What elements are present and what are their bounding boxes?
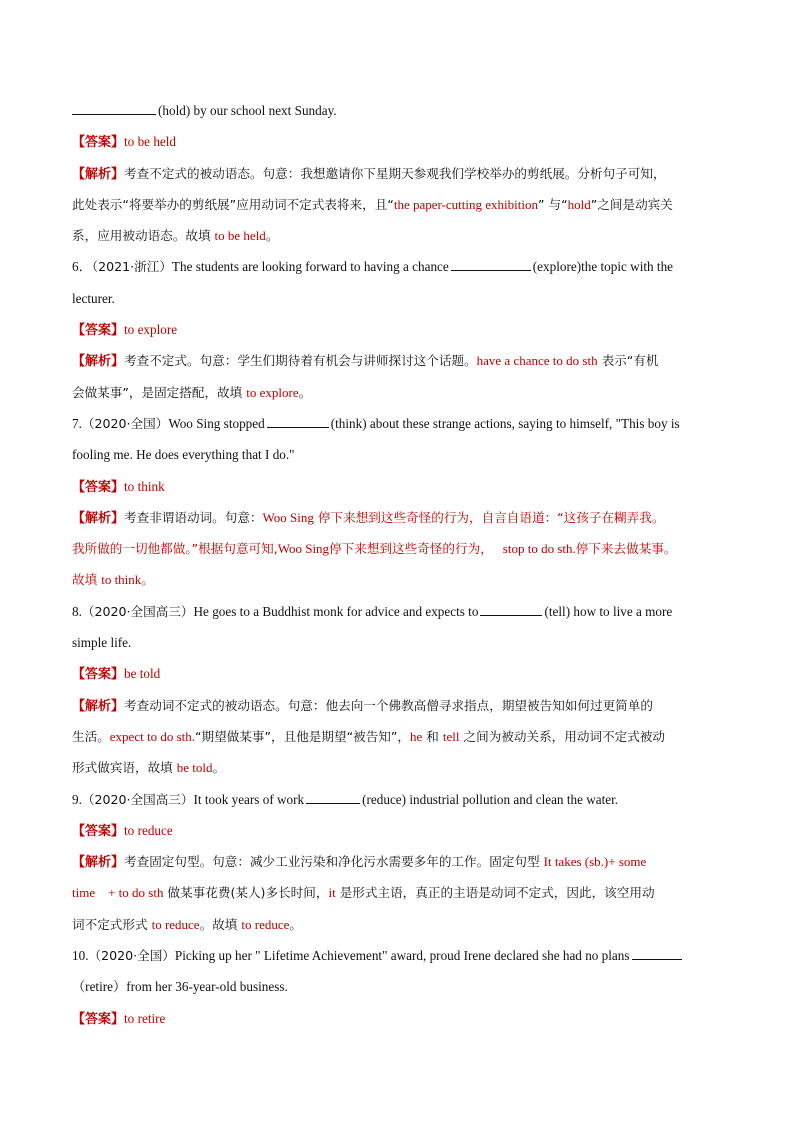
question-5-answer [72,126,727,157]
analysis-text: 之间为被动关系，用动词不定式被动 [459,728,666,744]
analysis-label: 【解析】 [72,855,125,871]
analysis-text: 停下来想到这些奇怪的行为， [329,541,493,557]
analysis-text: 此处表示“将要举办的剪纸展”应用动词不定式表将来，且“ [72,196,394,212]
analysis-text: 表示“有机 [597,353,659,369]
answer-label: 【答案】 [72,323,125,339]
question-5-analysis-line-1 [72,158,727,189]
question-8-analysis-line-3 [72,752,727,783]
analysis-text: to reduce [151,916,200,932]
analysis-text: to reduce [241,916,290,932]
question-text: simple life. [72,635,132,651]
question-9-answer [72,815,727,846]
analysis-text: have a chance to do sth [476,353,598,369]
question-text: The students are looking forward to having a chance [171,259,449,275]
question-10-answer [72,1003,727,1034]
question-number: 8. [72,603,82,619]
answer-text: to retire [124,1010,166,1026]
answer-label: 【答案】 [72,823,125,839]
question-9-analysis-line-2 [72,877,727,908]
analysis-label: 【解析】 [72,354,125,370]
question-5-analysis-line-3 [72,220,727,251]
answer-label: 【答案】 [72,667,125,683]
question-8-stem-line-1 [72,596,727,627]
answer-label: 【答案】 [72,135,125,151]
question-source: （2021·浙江） [91,259,172,275]
answer-text: to be held [124,134,177,150]
answer-text: to reduce [124,822,173,838]
analysis-text: 词不定式形式 [72,916,152,932]
analysis-text: 形式做宾语，故填 [72,760,177,776]
answer-text: to think [124,478,165,494]
analysis-text: tell [442,728,460,744]
analysis-text: it [328,885,336,901]
analysis-text: 。 [212,760,226,776]
question-7-analysis-line-1 [72,502,727,533]
question-6-analysis-line-2 [72,377,727,408]
question-6-stem-line-2 [72,283,727,314]
question-8-stem-line-2 [72,627,727,658]
analysis-text: 会做某事”，是固定搭配，故填 [72,384,247,400]
analysis-text: ” 与“ [537,196,568,212]
analysis-text: to think [101,572,142,588]
question-8-analysis-line-2 [72,721,727,752]
analysis-text: 考查动词不定式的被动语态。句意：他去向一个佛教高僧寻求指点，期望被告知如何过更简单的 [124,697,653,713]
analysis-text: 。 [141,572,154,588]
question-10-stem-line-1 [72,940,727,971]
analysis-text: ”之间是动宾关 [590,196,673,212]
question-5-stem-continued [72,95,727,126]
analysis-text: It takes (sb.)+ some [543,854,647,870]
analysis-text: he [410,728,423,744]
analysis-text: 。 [298,384,312,400]
analysis-label: 【解析】 [72,166,125,182]
question-9-stem-line-1 [72,784,727,815]
answer-blank [306,791,360,804]
question-8-analysis-line-1 [72,690,727,721]
question-text: (think) about these strange actions, saying to himself, "This boy is [330,415,680,431]
question-10-stem-line-2 [72,971,727,1002]
answer-blank [72,102,156,115]
analysis-text: be told [176,760,213,776]
question-7-stem-line-1 [72,408,727,439]
analysis-text: to explore [246,384,299,400]
analysis-text: 做某事花费(某人)多长时间， [163,885,329,901]
answer-blank [267,415,329,428]
analysis-text: 。故填 [199,916,242,932]
question-text: (explore)the topic with the [532,259,674,275]
analysis-text: 考查非谓语动词。句意： [124,509,263,525]
question-text: (tell) how to live a more [544,603,673,619]
analysis-text: 停下来想到这些奇怪的行为，自言自语道：“这孩子在糊弄我。 [313,509,665,525]
question-text: Picking up her " Lifetime Achievement" award, proud Irene declared she had no plans [174,948,630,964]
question-number: 6． [72,259,92,275]
question-6-stem-line-1 [72,251,727,282]
analysis-text: 。 [289,916,302,932]
question-text: (hold) by our school next Sunday. [158,103,337,118]
question-9-analysis-line-1 [72,846,727,877]
question-7-analysis-line-2 [72,533,727,564]
answer-label: 【答案】 [72,1011,125,1027]
analysis-text: expect to do sth. [109,728,195,744]
question-text: It took years of work [193,791,305,807]
analysis-text: 我所做的一切他都做。”根据句意可知, [72,541,278,557]
question-text: （retire）from her 36-year-old business. [72,979,288,995]
answer-blank [451,258,531,271]
analysis-text: Woo Sing [277,541,330,557]
question-source: （2020·全国） [81,415,169,431]
question-6-answer [72,314,727,345]
question-number: 7. [72,415,82,431]
analysis-label: 【解析】 [72,698,125,714]
answer-text: to explore [124,322,178,338]
question-text: (reduce) industrial pollution and clean the water. [362,791,619,807]
question-text: Woo Sing stopped [168,415,265,431]
question-text: fooling me. He does everything that I do." [72,447,295,463]
analysis-text: 故填 [72,572,102,588]
analysis-text: 。 [265,228,279,244]
analysis-text: 是形式主语，真正的主语是动词不定式，因此，该空用动 [335,885,655,901]
question-7-stem-line-2 [72,439,727,470]
analysis-text: 系，应用被动语态。故填 [72,228,215,244]
question-8-answer [72,658,727,689]
analysis-text: stop to do sth. [502,541,576,557]
question-source: （2020·全国高三） [81,791,194,807]
analysis-text: 停下来去做某事。 [575,541,677,557]
question-source: （2020·全国高三） [81,603,194,619]
question-number: 9. [72,791,82,807]
analysis-text: 考查固定句型。句意：减少工业污染和净化污水需要多年的工作。固定句型 [124,854,544,870]
question-7-analysis-line-3 [72,564,727,595]
analysis-text: Woo Sing [262,509,314,525]
question-source: （2020·全国） [88,948,175,964]
analysis-text: 考查不定式。句意：学生们期待着有机会与讲师探讨这个话题。 [124,353,477,369]
analysis-text: the paper-cutting exhibition [393,196,538,212]
question-text: He goes to a Buddhist monk for advice and expects to [193,603,479,619]
question-text: lecturer. [72,290,115,306]
document-body [72,95,727,1034]
analysis-text: “期望做某事”，且他是期望“被告知”， [195,728,411,744]
question-7-answer [72,471,727,502]
answer-label: 【答案】 [72,479,125,495]
question-9-analysis-line-3 [72,909,727,940]
analysis-text: 考查不定式的被动语态。句意：我想邀请你下星期天参观我们学校举办的剪纸展。分析句子可知， [124,165,666,181]
answer-blank [632,947,682,960]
question-number: 10. [72,948,89,964]
analysis-text: 生活。 [72,728,110,744]
analysis-label: 【解析】 [72,510,125,526]
analysis-text: time + to do sth [72,885,164,901]
analysis-text: 和 [422,728,443,744]
answer-text: be told [124,666,161,682]
analysis-text: to be held [214,228,266,244]
analysis-text: hold [567,196,591,212]
answer-blank [480,603,542,616]
question-6-analysis-line-1 [72,345,727,376]
question-5-analysis-line-2 [72,189,727,220]
